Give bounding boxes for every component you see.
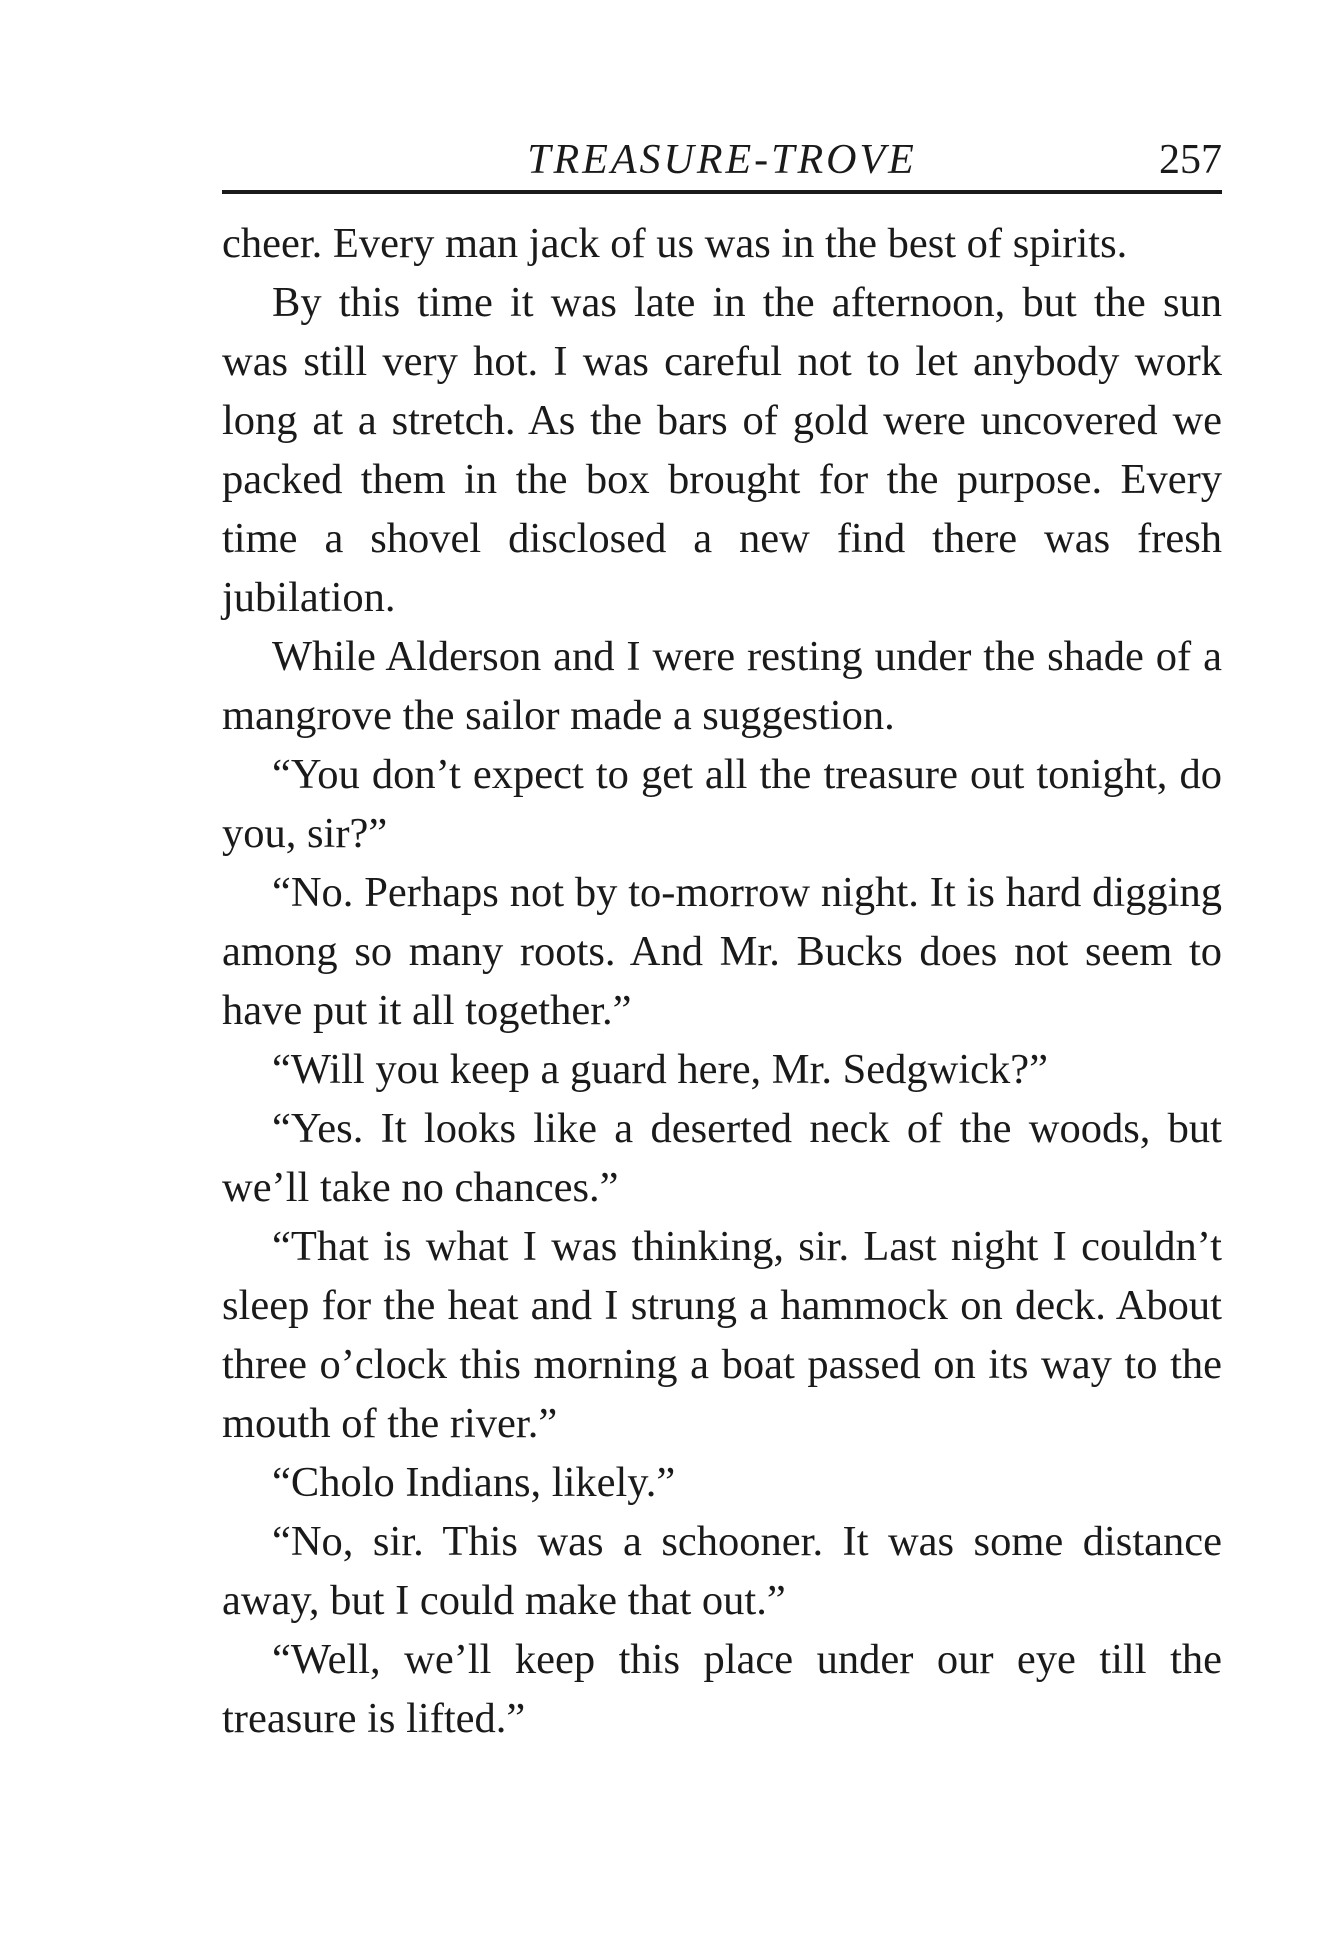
paragraph: While Alderson and I were resting under the shade of a mangrove the sailor made a suggestion. [222,633,1222,739]
paragraph: “Yes. It looks like a deserted neck of the woods, but we’ll take no chances.” [222,1105,1222,1211]
paragraph: “That is what I was thinking, sir. Last night I couldn’t sleep for the heat and I strung a hammock on deck. About three o’clock this morning a boat passed on its way to the mouth of the river.” [222,1223,1222,1447]
paragraph: “Will you keep a guard here, Mr. Sedgwick?” [272,1046,1048,1093]
paragraph: By this time it was late in the afternoon, but the sun was still very hot. I was careful not to let anybody work long at a stretch. As the bars of gold were uncovered we packed them in the box brought for the purpose. Every time a shovel disclosed a new find there was fresh jubilation. [222,279,1222,621]
header-rule [222,190,1222,194]
paragraph: “No. Perhaps not by to-morrow night. It is hard digging among so many roots. And Mr. Bucks does not seem to have put it all together.” [222,869,1222,1034]
paragraph: cheer. Every man jack of us was in the best of spirits. [222,220,1128,267]
running-title: TREASURE-TROVE [527,137,917,183]
running-head [222,130,1222,190]
body-text [222,214,1222,1748]
paragraph: “You don’t expect to get all the treasure out tonight, do you, sir?” [222,751,1222,857]
paragraph: “Well, we’ll keep this place under our eye till the treasure is lifted.” [222,1636,1222,1742]
paragraph: “No, sir. This was a schooner. It was some distance away, but I could make that out.” [222,1518,1222,1624]
paragraph: “Cholo Indians, likely.” [272,1459,676,1506]
page-number: 257 [1159,137,1222,183]
